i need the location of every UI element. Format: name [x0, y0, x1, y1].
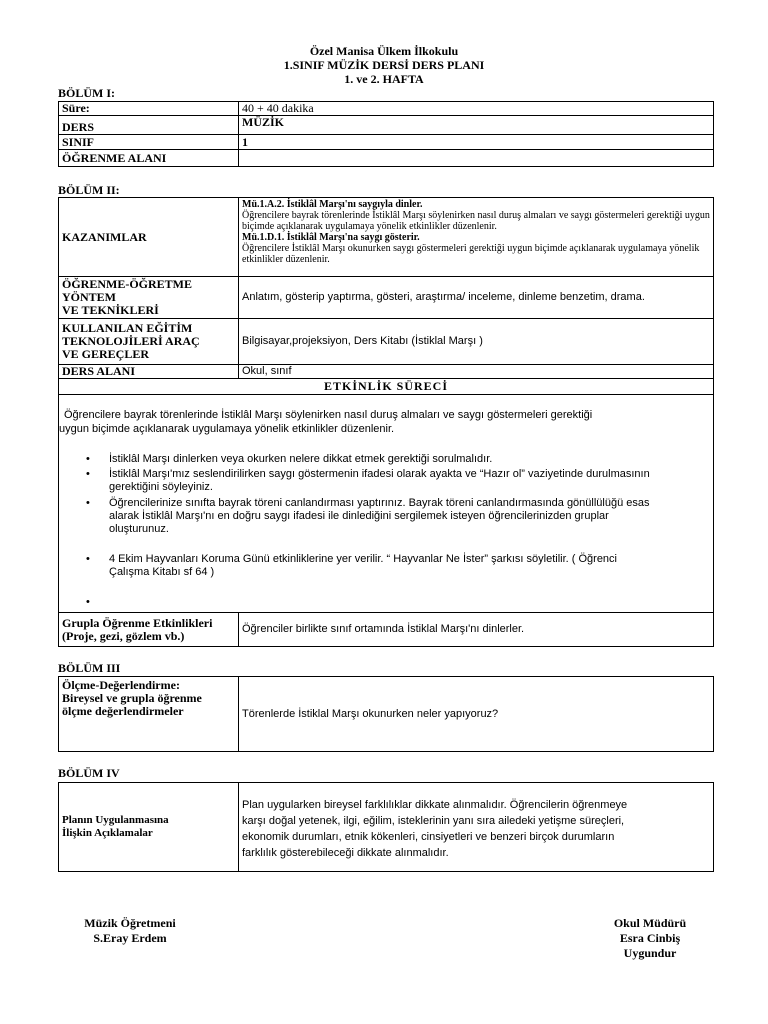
- implementation-line: karşı doğal yetenek, ilgi, eğilim, isteklerinin yanı sıra ailedeki yetişme süreçleri,: [242, 815, 625, 827]
- teacher-signature-block: [60, 916, 200, 946]
- activity-intro-line: Öğrencilere bayrak törenlerinde İstiklâl Marşı söylenirken nasıl duruş almaları ve saygı göstermeleri gerektiği: [64, 409, 593, 421]
- outcomes-label: KAZANIMLAR: [59, 198, 239, 277]
- tools-label-line: VE GEREÇLER: [62, 347, 150, 361]
- outcomes-cell: [239, 198, 714, 277]
- table-row: [59, 783, 714, 872]
- implementation-line: farklılık gösterebileceği dikkate alınmalıdır.: [242, 847, 449, 859]
- methods-label-line: VE TEKNİKLERİ: [62, 303, 159, 317]
- tools-label: [59, 319, 239, 365]
- section-4-table: [58, 782, 714, 872]
- group-activities-label: [59, 613, 239, 647]
- outcome-2-title: Mü.1.D.1. İstiklâl Marşı'na saygı gösterir.: [242, 232, 420, 243]
- teacher-title: Müzik Öğretmeni: [84, 916, 176, 930]
- list-item-text: Öğrencilerinize sınıfta bayrak töreni canlandırması yaptırınız. Bayrak töreni canlandırmasında gönüllülüğü esas: [109, 497, 650, 509]
- list-item-text: oluşturunuz.: [109, 523, 169, 535]
- list-item-text: Çalışma Kitabı sf 64 ): [109, 566, 215, 578]
- tools-label-line: KULLANILAN EĞİTİM: [62, 321, 193, 335]
- week-label: 1. ve 2. HAFTA: [344, 72, 424, 86]
- bullet-icon: •: [86, 468, 90, 480]
- school-name: Özel Manisa Ülkem İlkokulu: [309, 44, 459, 58]
- implementation-notes-value: [239, 783, 714, 872]
- class-value: 1: [239, 135, 714, 150]
- approval-note: Uygundur: [623, 946, 677, 960]
- course-area-label: DERS ALANI: [59, 365, 239, 379]
- table-row: [59, 379, 714, 395]
- principal-signature-block: [580, 916, 720, 961]
- section-2-heading: BÖLÜM II:: [58, 183, 120, 197]
- activity-intro-line: uygun biçimde açıklanarak uygulamaya yönelik etkinlikler düzenlenir.: [59, 423, 395, 435]
- course-label: DERS: [59, 116, 239, 135]
- methods-label-line: ÖĞRENME-ÖĞRETME: [62, 277, 193, 291]
- assessment-value: Törenlerde İstiklal Marşı okunurken neler yapıyoruz?: [239, 677, 714, 752]
- implementation-label-line: Planın Uygulanmasına: [62, 814, 169, 826]
- bullet-icon: •: [86, 497, 90, 509]
- implementation-line: ekonomik durumları, etnik kökenleri, cinsiyetleri ve benzeri birçok durumların: [242, 831, 615, 843]
- document-title: 1.SINIF MÜZİK DERSİ DERS PLANI: [283, 58, 485, 72]
- teacher-name: S.Eray Erdem: [93, 931, 167, 945]
- implementation-label-line: İlişkin Açıklamalar: [62, 827, 153, 839]
- section-2-table: [58, 197, 714, 647]
- table-row: [59, 102, 714, 116]
- section-4-heading: BÖLÜM IV: [58, 766, 120, 780]
- list-item-text: 4 Ekim Hayvanları Koruma Günü etkinliklerine yer verilir. “ Hayvanlar Ne İster” şarkısı söyletilir. ( Öğrenci: [109, 553, 617, 565]
- bullet-icon: •: [86, 596, 90, 608]
- activity-process-title: ETKİNLİK SÜRECİ: [59, 379, 714, 395]
- activity-process-cell: [59, 395, 714, 613]
- methods-value: Anlatım, gösterip yaptırma, gösteri, araştırma/ inceleme, dinleme benzetim, drama.: [239, 277, 714, 319]
- group-activities-label-line: Grupla Öğrenme Etkinlikleri: [62, 615, 213, 630]
- learning-area-value: [239, 150, 714, 167]
- list-item-text: gerektiğini söyleyiniz.: [109, 481, 213, 493]
- section-3-heading: BÖLÜM III: [58, 661, 121, 675]
- duration-label: Süre:: [59, 102, 239, 116]
- principal-name: Esra Cinbiş: [619, 931, 681, 945]
- group-activities-value: Öğrenciler birlikte sınıf ortamında İstiklal Marşı'nı dinlerler.: [239, 613, 714, 647]
- tools-value: Bilgisayar,projeksiyon, Ders Kitabı (İstiklal Marşı ): [239, 319, 714, 365]
- assessment-label-line: Ölçme-Değerlendirme:: [62, 678, 180, 692]
- bullet-icon: •: [86, 553, 90, 565]
- assessment-label: [59, 677, 239, 752]
- course-area-value: Okul, sınıf: [239, 365, 714, 379]
- table-row: [59, 150, 714, 167]
- table-row: [59, 677, 714, 752]
- principal-title: Okul Müdürü: [613, 916, 687, 930]
- list-item-text: İstiklâl Marşı'mız seslendirilirken saygı göstermenin ifadesi olarak ayakta ve “Hazır ol” vaziyetinde durulmasının: [109, 468, 650, 480]
- class-label: SINIF: [59, 135, 239, 150]
- methods-label-line: YÖNTEM: [62, 290, 116, 304]
- methods-label: [59, 277, 239, 319]
- outcome-1-title: Mü.1.A.2. İstiklâl Marşı'nı saygıyla dinler.: [242, 199, 423, 210]
- list-item-text: İstiklâl Marşı dinlerken veya okurken nelere dikkat etmek gerektiği sorulmalıdır.: [109, 453, 493, 465]
- group-activities-label-line: (Proje, gezi, gözlem vb.): [62, 628, 185, 643]
- table-row: [59, 395, 714, 613]
- outcome-2-text: Öğrencilere İstiklâl Marşı okunurken saygı göstermeleri gerektiği uygun biçimde açıklanarak uygulamaya yönelik etkinlikler düzenlenir.: [242, 243, 700, 265]
- tools-label-line: TEKNOLOJİLERİ ARAÇ: [62, 334, 200, 348]
- duration-value: 40 + 40 dakika: [239, 102, 714, 116]
- assessment-label-line: Bireysel ve grupla öğrenme: [62, 691, 202, 705]
- table-row: [59, 365, 714, 379]
- section-3-table: [58, 676, 714, 752]
- table-row: [59, 277, 714, 319]
- outcome-1-text: Öğrencilere bayrak törenlerinde İstiklâl Marşı söylenirken nasıl duruş almaları ve saygı göstermeleri gerektiği uygun biçimde açıklanarak uygulamaya yönelik etkinlikler düzenlenir.: [242, 210, 710, 232]
- implementation-line: Plan uygularken bireysel farklılıklar dikkate alınmalıdır. Öğrencilerin öğrenmeye: [242, 799, 628, 811]
- section-1-heading: BÖLÜM I:: [58, 86, 115, 100]
- table-row: [59, 135, 714, 150]
- table-row: [59, 613, 714, 647]
- bullet-icon: •: [86, 453, 90, 465]
- table-row: [59, 116, 714, 135]
- course-value: MÜZİK: [239, 116, 714, 135]
- assessment-label-line: ölçme değerlendirmeler: [62, 704, 184, 718]
- table-row: [59, 319, 714, 365]
- list-item-text: alarak İstiklâl Marşı'nı en doğru saygı ifadesi ile dinlediğini sergilemek isteyen öğrencilerinizden gruplar: [109, 510, 609, 522]
- learning-area-label: ÖĞRENME ALANI: [59, 150, 239, 167]
- implementation-notes-label: [59, 783, 239, 872]
- section-1-table: [58, 101, 714, 167]
- table-row: [59, 198, 714, 277]
